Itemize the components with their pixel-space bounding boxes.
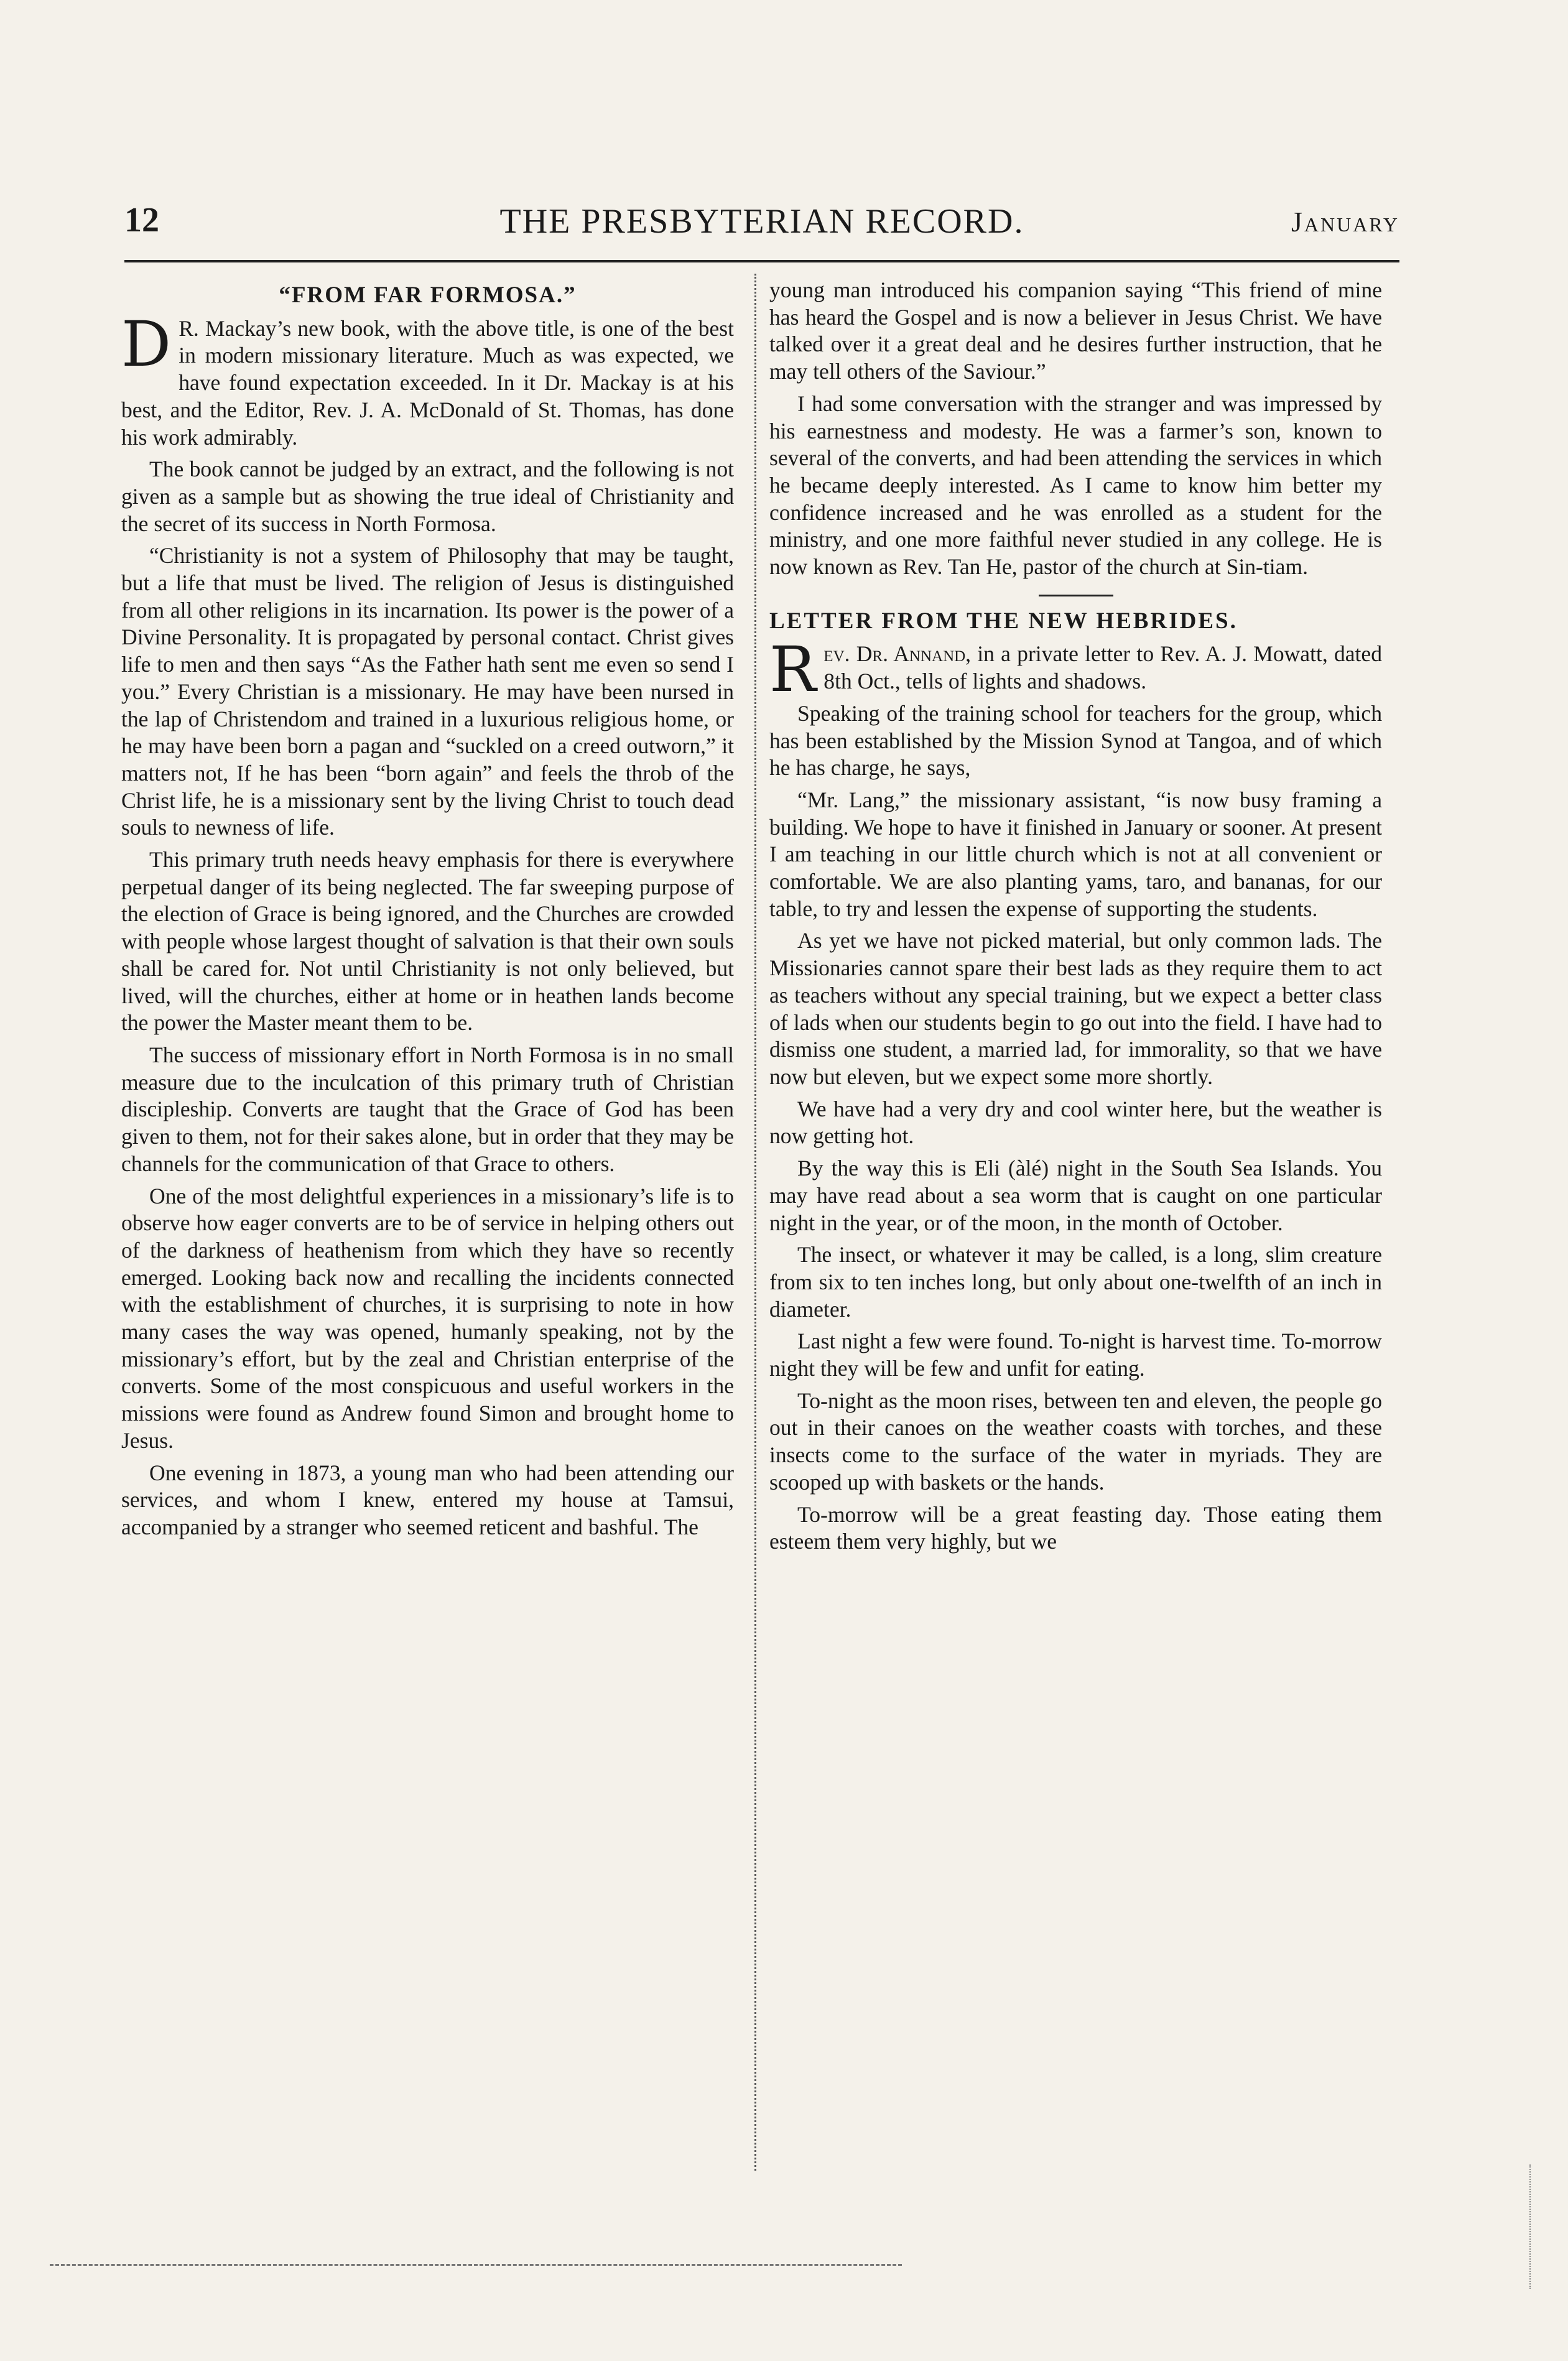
article1-paragraph: One of the most delightful experiences in a missionary’s life is to observe how eager converts are to be of service in helping others out of the darkness of heathenism from which they have so recently emerged. Looking back now and recalling the incidents connected with the establishment of churches, it is surprising to note in how many cases the way was opened, humanly speaking, not by the missionary’s effort, but by the zeal and Christian enterprise of the converts. Some of the most conspicuous and useful workers in the missions were found as Andrew found Simon and brought home to Jesus. <box>121 1183 734 1453</box>
article2-paragraph: By the way this is Eli (àlé) night in the South Sea Islands. You may have read about a sea worm that is caught on one particular night in the year, or of the moon, in the month of October. <box>769 1156 1382 1235</box>
article2-paragraph: Rev. Dr. Annand, in a private letter to Rev. A. J. Mowatt, dated 8th Oct., tells of lights and shadows. <box>769 633 1382 707</box>
article2-paragraph: “Mr. Lang,” the missionary assistant, “is now busy framing a building. We hope to have it finished in January or sooner. At present I am teaching in our little church which is not at all convenient or comfortable. We are also planting yams, taro, and bananas, for our table, to try and lessen the expense of supporting the students. <box>769 787 1382 921</box>
right-column <box>769 277 1382 2230</box>
header-rule <box>124 260 1399 262</box>
article2-paragraph: Last night a few were found. To-night is harvest time. To-morrow night they will be few and unfit for eating. <box>769 1329 1382 1381</box>
page-header <box>124 200 1399 250</box>
dropcap-d: D <box>121 307 172 381</box>
article1-paragraph: The book cannot be judged by an extract, and the following is not given as a sample but as showing the true ideal of Christianity and the secret of its success in North Formosa. <box>121 457 734 536</box>
article-title-hebrides: LETTER FROM THE NEW HEBRIDES. <box>769 608 1238 634</box>
article2-paragraph: To-morrow will be a great feasting day. Those eating them esteem them very highly, but we <box>769 1501 1382 1554</box>
column-divider <box>754 274 758 2171</box>
section-divider <box>1039 595 1113 596</box>
article2-paragraph: Speaking of the training school for teachers for the group, which has been established by the Mission Synod at Tangoa, and of which he has charge, he says, <box>769 700 1382 781</box>
page-number: 12 <box>124 201 159 239</box>
article2-paragraph: To-night as the moon rises, between ten and eleven, the people go out in their canoes on the weather coasts with torches, and these insects come to the surface of the water in myriads. They are scooped up with baskets or the hands. <box>769 1388 1382 1495</box>
article1-paragraph: One evening in 1873, a young man who had been attending our services, and whom I knew, entered my house at Tamsui, accompanied by a stranger who seemed reticent and bashful. The <box>121 1460 734 1539</box>
margin-scan-specks <box>1505 2164 1531 2289</box>
article1-paragraph-continued: young man introduced his companion saying “This friend of mine has heard the Gospel and is now a believer in Jesus Christ. We have talked over it a great deal and he desires further instruction, that he may tell others of the Saviour.” <box>769 277 1382 384</box>
left-column <box>121 277 734 2230</box>
publication-title: THE PRESBYTERIAN RECORD. <box>499 202 1024 241</box>
article2-paragraph: We have had a very dry and cool winter here, but the weather is now getting hot. <box>769 1096 1382 1149</box>
article1-paragraph: “Christianity is not a system of Philosophy that may be taught, but a life that must be lived. The religion of Jesus is distinguished from all other religions in its incarnation. Its power is the power of a Divine Personality. It is propagated by personal contact. Christ gives life to men and then says “As the Father hath sent me even so send I you.” Every Christian is a missionary. He may have been nursed in the lap of Christendom and trained in a luxurious religious home, or he may have been born a pagan and “suckled on a creed outworn,” it matters not, If he has been “born again” and feels the throb of the Christ life, he is a missionary sent by the living Christ to touch dead souls to newness of life. <box>121 543 734 840</box>
dropcap-r: R <box>769 633 817 707</box>
article-title-formosa: “FROM FAR FORMOSA.” <box>279 282 577 308</box>
article1-paragraph: The success of missionary effort in North Formosa is in no small measure due to the inculcation of this primary truth of Christian discipleship. Converts are taught that the Grace of God has been given to them, not for their sakes alone, but in order that they may be channels for the communication of that Grace to others. <box>121 1042 734 1176</box>
issue-month: January <box>1291 206 1399 238</box>
article1-paragraph: D R. Mackay’s new book, with the above title, is one of the best in modern missionary literature. Much as was expected, we have found expectation exceeded. In it Dr. Mackay is at his best, and the Editor, Rev. J. A. McDonald of St. Thomas, has done his work admirably. <box>121 307 734 450</box>
bottom-scan-mark <box>50 2264 902 2268</box>
article2-paragraph: As yet we have not picked material, but only common lads. The Missionaries cannot spare their best lads as they require them to act as teachers without any special training, but we expect a better class of lads when our students begin to go out into the field. I have had to dismiss one student, a married lad, for immorality, so that we have now but eleven, but we expect some more shortly. <box>769 928 1382 1089</box>
article2-paragraph: The insect, or whatever it may be called, is a long, slim creature from six to ten inches long, but only about one-twelfth of an inch in diameter. <box>769 1242 1382 1322</box>
article1-paragraph: I had some conversation with the stranger and was impressed by his earnestness and modesty. He was a farmer’s son, known to several of the converts, and had been attending the services in which he became deeply interested. As I came to know him better my confidence increased and he was enrolled as a student for the ministry, and one more faithful never studied in any college. He is now known as Rev. Tan He, pastor of the church at Sin-tiam. <box>769 391 1382 580</box>
article1-paragraph: This primary truth needs heavy emphasis for there is everywhere perpetual danger of its being neglected. The far sweeping purpose of the election of Grace is being ignored, and the Churches are crowded with people whose largest thought of salvation is that their own souls shall be cared for. Not until Christianity is not only believed, but lived, will the churches, either at home or in heathen lands become the power the Master meant them to be. <box>121 847 734 1036</box>
